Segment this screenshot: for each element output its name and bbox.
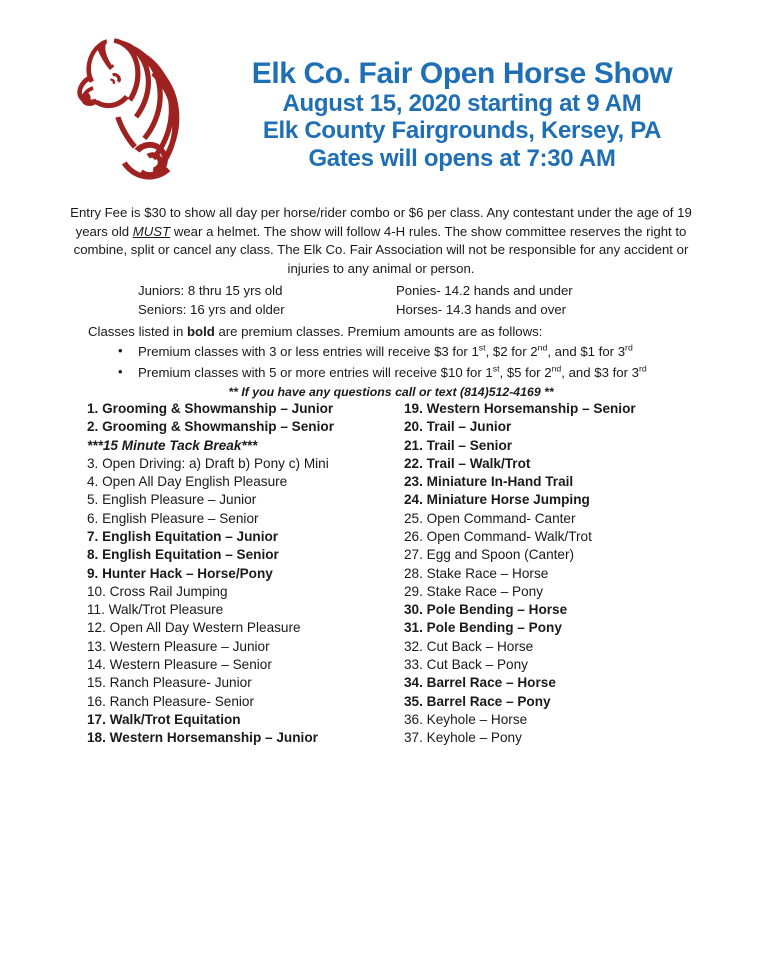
class-list-item: 26. Open Command- Walk/Trot [404,528,592,544]
class-list-item: 37. Keyhole – Pony [404,730,522,746]
bullet-text-b: , $5 for 2 [499,364,552,380]
class-list-item: 6. English Pleasure – Senior [87,510,259,526]
class-list-item: 16. Ranch Pleasure- Senior [87,693,254,709]
page-title: Elk Co. Fair Open Horse Show [251,57,673,90]
class-list-item: 10. Cross Rail Jumping [87,583,228,599]
class-list-item: 27. Egg and Spoon (Canter) [404,547,575,563]
class-list-item: 29. Stake Race – Pony [404,583,544,599]
class-list-item: 1. Grooming & Showmanship – Junior [87,401,334,416]
class-list-item: 17. Walk/Trot Equitation [87,711,241,727]
horses-height: Horses- 14.3 hands and over [396,302,567,318]
premium-heading [88,322,762,341]
ordinal-suffix: nd [551,363,562,374]
class-list-item: 8. English Equitation – Senior [87,547,279,563]
ordinal-suffix: st [478,342,486,353]
class-list-item: 5. English Pleasure – Junior [87,492,257,508]
intro-text-part2: wear a helmet. The show will follow 4-H rules. The show committee reserves the right to combine, split or cancel any class. The Elk Co. Fair Association will not be responsible for any accident or injuries to any animal or person. [73,223,689,277]
ordinal-suffix: rd [625,342,633,353]
horse-head-icon [62,30,212,182]
must-emphasis: MUST [132,223,171,239]
class-list-item: 30. Pole Bending – Horse [404,602,568,618]
flyer-header [0,0,762,198]
list-item [114,363,762,383]
class-list-item: 25. Open Command- Canter [404,510,576,526]
age-division-table [0,281,762,319]
class-list-item: 23. Miniature In-Hand Trail [404,474,574,490]
premium-heading-post: are premium classes. Premium amounts are as follows: [214,324,543,340]
list-item [114,342,762,362]
class-list-item: 14. Western Pleasure – Senior [87,656,272,672]
class-list-item: 2. Grooming & Showmanship – Senior [87,419,334,435]
class-list-item: 24. Miniature Horse Jumping [404,492,590,508]
bullet-text-a: Premium classes with 3 or less entries will receive $3 for 1 [138,344,479,360]
class-list [0,400,762,760]
class-list-item: 13. Western Pleasure – Junior [87,638,270,654]
premium-heading-bold: bold [186,324,215,340]
class-list-item: 18. Western Horsemanship – Junior [87,730,318,746]
bullet-text-c: , and $3 for 3 [561,364,639,380]
class-list-item: 19. Western Horsemanship – Senior [404,401,636,416]
class-list-item: 22. Trail – Walk/Trot [404,455,531,471]
class-list-left-column [87,400,387,747]
class-list-item: 15. Ranch Pleasure- Junior [87,675,252,691]
class-list-item: 34. Barrel Race – Horse [404,675,556,691]
table-row [0,300,762,319]
intro-text-part1: Entry Fee is $30 to show all day per horse/rider combo or $6 per class. Any contestant under the age of 19 years old [70,205,692,239]
intro-paragraph [62,204,700,279]
class-list-item: 31. Pole Bending – Pony [404,620,562,636]
class-list-item: 36. Keyhole – Horse [404,711,528,727]
class-list-item: 28. Stake Race – Horse [404,565,549,581]
title-block [212,58,712,173]
bullet-text-b: , $2 for 2 [485,344,538,360]
class-list-item: 11. Walk/Trot Pleasure [87,602,224,618]
class-list-item: 4. Open All Day English Pleasure [87,474,288,490]
table-row [0,281,762,300]
class-list-item: 33. Cut Back – Pony [404,656,528,672]
subtitle-gates: Gates will opens at 7:30 AM [308,145,616,173]
premium-heading-pre: Classes listed in [88,324,187,340]
premium-bullet-list [0,342,762,383]
class-list-item: 35. Barrel Race – Pony [404,693,551,709]
bullet-text-c: , and $1 for 3 [547,344,626,360]
contact-phone-note: ** If you have any questions call or text (814)512-4169 ** [228,385,554,400]
seniors-age: Seniors: 16 yrs and older [138,302,285,318]
class-list-item: 12. Open All Day Western Pleasure [87,620,301,636]
ponies-height: Ponies- 14.2 hands and under [396,282,573,298]
ordinal-suffix: st [492,363,500,374]
subtitle-location: Elk County Fairgrounds, Kersey, PA [262,117,662,145]
ordinal-suffix: rd [638,363,647,374]
subtitle-date: August 15, 2020 starting at 9 AM [282,89,642,117]
class-list-right-column [404,400,704,747]
class-list-item: 9. Hunter Hack – Horse/Pony [87,565,273,581]
class-list-item: 7. English Equitation – Junior [87,528,279,544]
class-list-item: 20. Trail – Junior [404,419,512,435]
ordinal-suffix: nd [537,342,548,353]
juniors-age: Juniors: 8 thru 15 yrs old [138,282,283,298]
class-list-item: 3. Open Driving: a) Draft b) Pony c) Mini [87,455,329,471]
tack-break-note: ***15 Minute Tack Break*** [87,437,258,453]
class-list-item: 21. Trail – Senior [404,437,513,453]
class-list-item: 32. Cut Back – Horse [404,638,534,654]
bullet-text-a: Premium classes with 5 or more entries will receive $10 for 1 [138,364,493,380]
